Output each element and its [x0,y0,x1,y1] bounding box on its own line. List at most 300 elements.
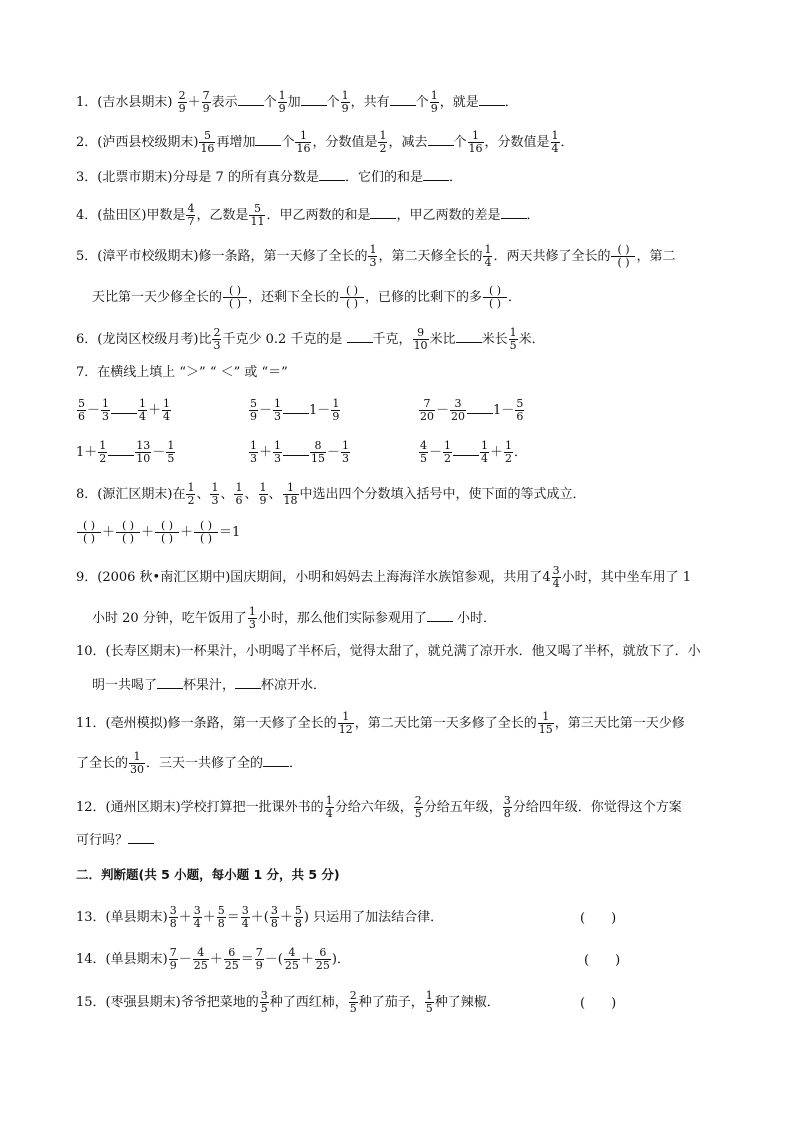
denominator: 10 [136,452,151,465]
text-run: 米长 [481,332,508,347]
text-run: ＋ [279,910,293,925]
denominator: 10 [413,339,428,352]
numerator: 4 [187,202,195,215]
numerator: 1 [325,794,333,807]
answer-blank[interactable] [423,168,449,181]
text-run: － [317,403,331,418]
denominator: 8 [270,917,278,930]
fraction [284,947,300,972]
fraction [443,440,452,465]
numerator: 1 [342,439,350,452]
text-run: － [152,445,166,460]
question-2 [76,130,574,155]
numerator: 1 [505,439,513,452]
question-3 [76,168,462,186]
answer-blank[interactable] [301,93,327,106]
text-run: 小时． [456,611,496,626]
text-run: ＋ [209,952,223,967]
text-run: ． [504,95,518,110]
question-10-line-2 [92,676,326,694]
text-run: ，减去 [388,135,428,150]
text-run: 1 [493,403,502,418]
numerator: 1 [274,397,282,410]
text-run: (吉水县期末) [97,95,173,110]
denominator: 16 [296,142,311,155]
numerator: ( ) [223,285,247,298]
denominator: 4 [325,807,333,820]
text-run: ＝ [240,952,254,967]
fraction [169,905,178,930]
denominator: 8 [294,917,302,930]
text-run: ．两天共修了全长的 [493,249,611,264]
fraction-blank[interactable] [116,520,140,545]
text-run: 9．(2006 秋•南汇区期中)国庆期间，小明和妈妈去上海海洋水族馆参观，共用了 [76,570,543,585]
fraction [295,130,311,155]
numerator: 1 [332,397,340,410]
text-run: 个 [326,95,340,110]
numerator: 1 [430,89,438,102]
fraction [129,751,145,776]
question-5-line-2 [92,285,521,310]
text-run: 、 [196,487,210,502]
answer-blank[interactable] [347,330,373,343]
fraction [414,795,423,820]
fraction [77,398,86,423]
text-run: 米比 [429,332,456,347]
denominator: 9 [259,494,267,507]
compare-blank[interactable] [283,443,309,456]
fraction [217,905,226,930]
numerator: 1 [295,130,311,143]
text-run: ＝1 [219,525,241,540]
fraction [425,990,434,1015]
text-run: ． [526,208,540,223]
denominator: 5 [420,452,427,465]
question-9-line-1 [76,565,691,590]
question-11-line-1 [76,711,685,736]
answer-blank[interactable] [479,93,505,106]
text-run: ．它们的和是 [344,170,423,185]
text-run: ＝ [226,910,240,925]
denominator: 9 [332,410,340,423]
text-run: 中选出四个分数填入括号中，使下面的等式成立． [299,487,586,502]
denominator: 4 [484,256,492,269]
text-run: (单县期末) [105,910,168,925]
text-run: 7．在横线上填上 “＞” “ ＜” 或 “＝” [76,365,288,380]
fraction [419,398,435,423]
text-run: ． [448,170,462,185]
fraction-blank[interactable] [77,520,101,545]
fraction [325,795,334,820]
numerator: 3 [270,904,278,917]
text-run: ＋ [148,403,162,418]
compare-blank[interactable] [453,443,479,456]
denominator: 3 [369,256,377,269]
fraction [450,398,466,423]
text-run: ，已修的比剩下的多 [365,290,483,305]
numerator: 1 [139,397,147,410]
fraction [273,440,282,465]
fraction [212,327,221,352]
text-run: 14． [76,952,106,967]
judge-answer-14[interactable]: ( ) [584,953,621,968]
numerator: 1 [551,129,559,142]
fraction-blank[interactable] [223,285,247,310]
denominator: 4 [163,410,171,423]
question-8-equation [76,520,240,545]
fraction [504,440,513,465]
text-run: ，第二 [636,249,676,264]
text-run: 可行吗？ [76,833,129,848]
fraction [509,327,518,352]
text-run: ＋ [141,525,155,540]
text-run: ，共有 [350,95,390,110]
denominator: 5 [167,452,175,465]
text-run: ，第二天比第一天多修了全长的 [354,716,537,731]
numerator: 2 [213,326,221,339]
fraction-blank[interactable] [340,285,364,310]
numerator: 1 [509,326,517,339]
fraction [98,440,107,465]
numerator: 1 [129,751,145,764]
text-run: 个 [281,135,295,150]
fraction [249,440,258,465]
text-run: ，还剩下全长的 [248,290,340,305]
text-run: ，就是 [439,95,479,110]
numerator: 1 [99,439,107,452]
denominator: 16 [200,142,215,155]
numerator: 1 [102,397,110,410]
denominator: 3 [342,452,350,465]
text-run: ＋ [178,910,192,925]
text-run: 2． [76,135,98,150]
fraction [341,90,350,115]
denominator: 4 [193,917,201,930]
text-run: ．三天一共修了全的 [146,756,264,771]
denominator: 25 [315,959,330,972]
text-run: 爷爷把菜地的 [180,995,259,1010]
fraction [283,482,299,507]
numerator: 5 [217,904,225,917]
text-run: ，第二天修全长的 [378,249,483,264]
fraction [419,440,428,465]
text-run: ． [336,952,350,967]
text-run: 了全长的 [76,756,129,771]
fraction [162,398,171,423]
denominator: 9 [430,102,438,115]
denominator: ( ) [121,532,135,545]
compare-blank[interactable] [467,401,493,414]
text-run: 15． [76,995,106,1010]
compare-blank[interactable] [108,443,134,456]
denominator: 25 [193,959,208,972]
text-run: ． [508,290,522,305]
text-run: 小时 20 分钟，吃午饭用了 [92,611,247,626]
text-run: 千克少 0.2 千克的是 [222,332,343,347]
text-run: (漳平市校级期末) [97,249,199,264]
answer-blank[interactable] [263,754,289,767]
fraction [338,711,354,736]
numerator: 4 [420,439,427,452]
numerator: 5 [249,203,265,216]
text-run: ．甲乙两数的和是 [266,208,371,223]
fraction [278,90,287,115]
fraction-blank[interactable] [611,244,635,269]
text-run: (盐田区) [97,208,147,223]
denominator: 16 [468,142,483,155]
numerator: 1 [274,439,282,452]
answer-blank[interactable] [390,93,416,106]
text-run: 明一共喝了 [92,678,158,693]
text-run: 表示 [211,95,238,110]
numerator: 4 [193,947,209,960]
fraction [178,90,187,115]
fraction [551,130,560,155]
question-5-line-1 [76,244,676,269]
fraction [378,130,387,155]
fraction [413,327,429,352]
text-run: ，分数值是 [484,135,550,150]
text-run: 分给四年级．你觉得这个方案 [512,800,682,815]
fraction [483,244,492,269]
fraction [248,606,257,631]
answer-blank[interactable] [238,93,264,106]
numerator: 5 [250,397,257,410]
fraction [480,440,489,465]
numerator: 5 [294,904,302,917]
text-run: 、 [268,487,282,502]
text-run: 11．(亳州模拟)修一条路，第一天修了全长的 [76,716,337,731]
denominator: 20 [451,410,466,423]
answer-blank[interactable] [235,676,261,689]
numerator: ( ) [155,520,179,533]
numerator: 1 [338,711,354,724]
text-run: － [264,952,278,967]
denominator: 2 [444,452,452,465]
text-run: 种了茄子， [358,995,424,1010]
text-run: 天比第一天少修全长的 [92,290,223,305]
answer-blank[interactable] [128,831,154,844]
fraction-blank[interactable] [155,520,179,545]
fraction-blank[interactable] [483,285,507,310]
question-8 [76,482,586,507]
denominator: 5 [260,1002,268,1015]
fraction [349,990,358,1015]
text-run: 种了辣椒． [434,995,500,1010]
fraction [515,398,524,423]
denominator: 3 [248,618,256,631]
answer-blank[interactable] [370,206,396,219]
compare-6 [418,440,527,465]
denominator: 6 [78,410,85,423]
fraction [259,482,268,507]
text-run: 6． [76,332,98,347]
numerator: 1 [341,89,349,102]
numerator: 8 [310,440,326,453]
fraction [186,203,195,228]
numerator: 3 [193,904,201,917]
question-6 [76,327,545,352]
text-run: 1 [309,403,318,418]
denominator: 30 [130,763,145,776]
denominator: 4 [552,577,560,590]
numerator: 1 [248,605,256,618]
numerator: 3 [450,398,466,411]
judge-answer-13[interactable]: ( ) [580,911,617,926]
text-run: － [429,445,443,460]
text-run: 1 [76,445,85,460]
numerator: 6 [224,947,240,960]
answer-blank[interactable] [319,168,345,181]
answer-blank[interactable] [428,133,454,146]
fraction [210,482,219,507]
text-run: ，分数值是 [312,135,378,150]
numerator: ( ) [194,520,218,533]
text-run: 加 [287,95,301,110]
question-4 [76,203,540,228]
text-run: ) [303,910,309,925]
denominator: ( ) [345,297,359,310]
numerator: 1 [259,481,267,494]
denominator: 9 [341,102,349,115]
fraction [135,440,151,465]
answer-blank[interactable] [157,676,183,689]
judge-answer-15[interactable]: ( ) [580,996,617,1011]
numerator: 1 [484,243,492,256]
numerator: 3 [169,904,177,917]
text-run: 小时，其中坐车用了 1 [561,570,691,585]
fraction-blank[interactable] [194,520,218,545]
text-run: 米． [518,332,545,347]
numerator: 5 [78,397,85,410]
fraction [503,795,512,820]
denominator: 4 [481,452,489,465]
denominator: 3 [211,494,219,507]
denominator: 9 [202,102,210,115]
text-run: ＋ [187,95,201,110]
fraction [101,398,110,423]
fraction [169,947,178,972]
text-run: 分给五年级， [423,800,502,815]
question-11-line-2 [76,751,302,776]
text-run: ( [277,952,283,967]
text-run: － [178,952,192,967]
numerator: 7 [255,946,263,959]
fraction [199,130,215,155]
denominator: 6 [516,410,524,423]
text-run: 1． [76,95,98,110]
numerator: 1 [538,711,554,724]
fraction [310,440,326,465]
denominator: 9 [278,102,286,115]
text-run: ＋ [202,910,216,925]
denominator: ( ) [82,532,96,545]
text-run: 小时，那么他们实际参观用了 [257,611,427,626]
denominator: 3 [102,410,110,423]
numerator: 7 [419,398,435,411]
denominator: 4 [139,410,147,423]
fraction [234,482,243,507]
denominator: ( ) [160,532,174,545]
numerator: 2 [178,89,186,102]
text-run: 杯果汁， [183,678,236,693]
question-10-line-1 [76,644,701,660]
text-run: ) [331,952,337,967]
compare-3 [418,398,525,423]
text-run: 个 [453,135,467,150]
text-run: ＋ [490,445,504,460]
text-run: － [436,403,450,418]
question-9-line-2 [92,606,496,631]
answer-blank[interactable] [501,206,527,219]
text-run: 个 [263,95,277,110]
text-run: 种了西红柿， [269,995,348,1010]
compare-2 [248,398,341,423]
denominator: 4 [551,142,559,155]
fraction [538,711,554,736]
fraction [260,990,269,1015]
text-run: 个 [415,95,429,110]
section-2-title: 二．判断题(共 5 小题，每小题 1 分，共 5 分) [76,867,340,882]
text-run: ． [289,756,303,771]
numerator: 1 [369,243,377,256]
text-run: ＋ [84,445,98,460]
text-run: 甲数是 [146,208,186,223]
denominator: 7 [187,215,195,228]
numerator: 3 [260,989,268,1002]
numerator: ( ) [483,285,507,298]
numerator: ( ) [116,520,140,533]
denominator: 4 [241,917,249,930]
text-run: 13． [76,910,106,925]
answer-blank[interactable] [456,330,482,343]
numerator: 3 [241,904,249,917]
numerator: 5 [199,130,215,143]
fraction [138,398,147,423]
text-run: 4． [76,208,98,223]
fraction [552,565,561,590]
text-run: － [501,403,515,418]
text-run: 比 [198,332,212,347]
fraction [249,203,265,228]
compare-blank[interactable] [283,401,309,414]
text-run: (单县期末) [105,952,168,967]
numerator: 2 [349,989,357,1002]
text-run: 5． [76,249,98,264]
answer-blank[interactable] [427,609,453,622]
denominator: 15 [311,452,326,465]
denominator: 2 [187,494,195,507]
question-13 [76,905,443,930]
answer-blank[interactable] [255,133,281,146]
text-run: 在 [172,487,186,502]
text-run: － [327,445,341,460]
denominator: 2 [99,452,107,465]
compare-blank[interactable] [111,401,137,414]
fraction [368,244,377,269]
numerator: 9 [413,327,429,340]
denominator: 5 [349,1002,357,1015]
question-7 [76,365,288,381]
fraction [255,947,264,972]
numerator: 7 [169,946,177,959]
numerator: 1 [167,439,175,452]
numerator: ( ) [77,520,101,533]
fraction [241,905,250,930]
denominator: 2 [379,142,387,155]
denominator: 9 [178,102,186,115]
numerator: 13 [136,439,151,452]
